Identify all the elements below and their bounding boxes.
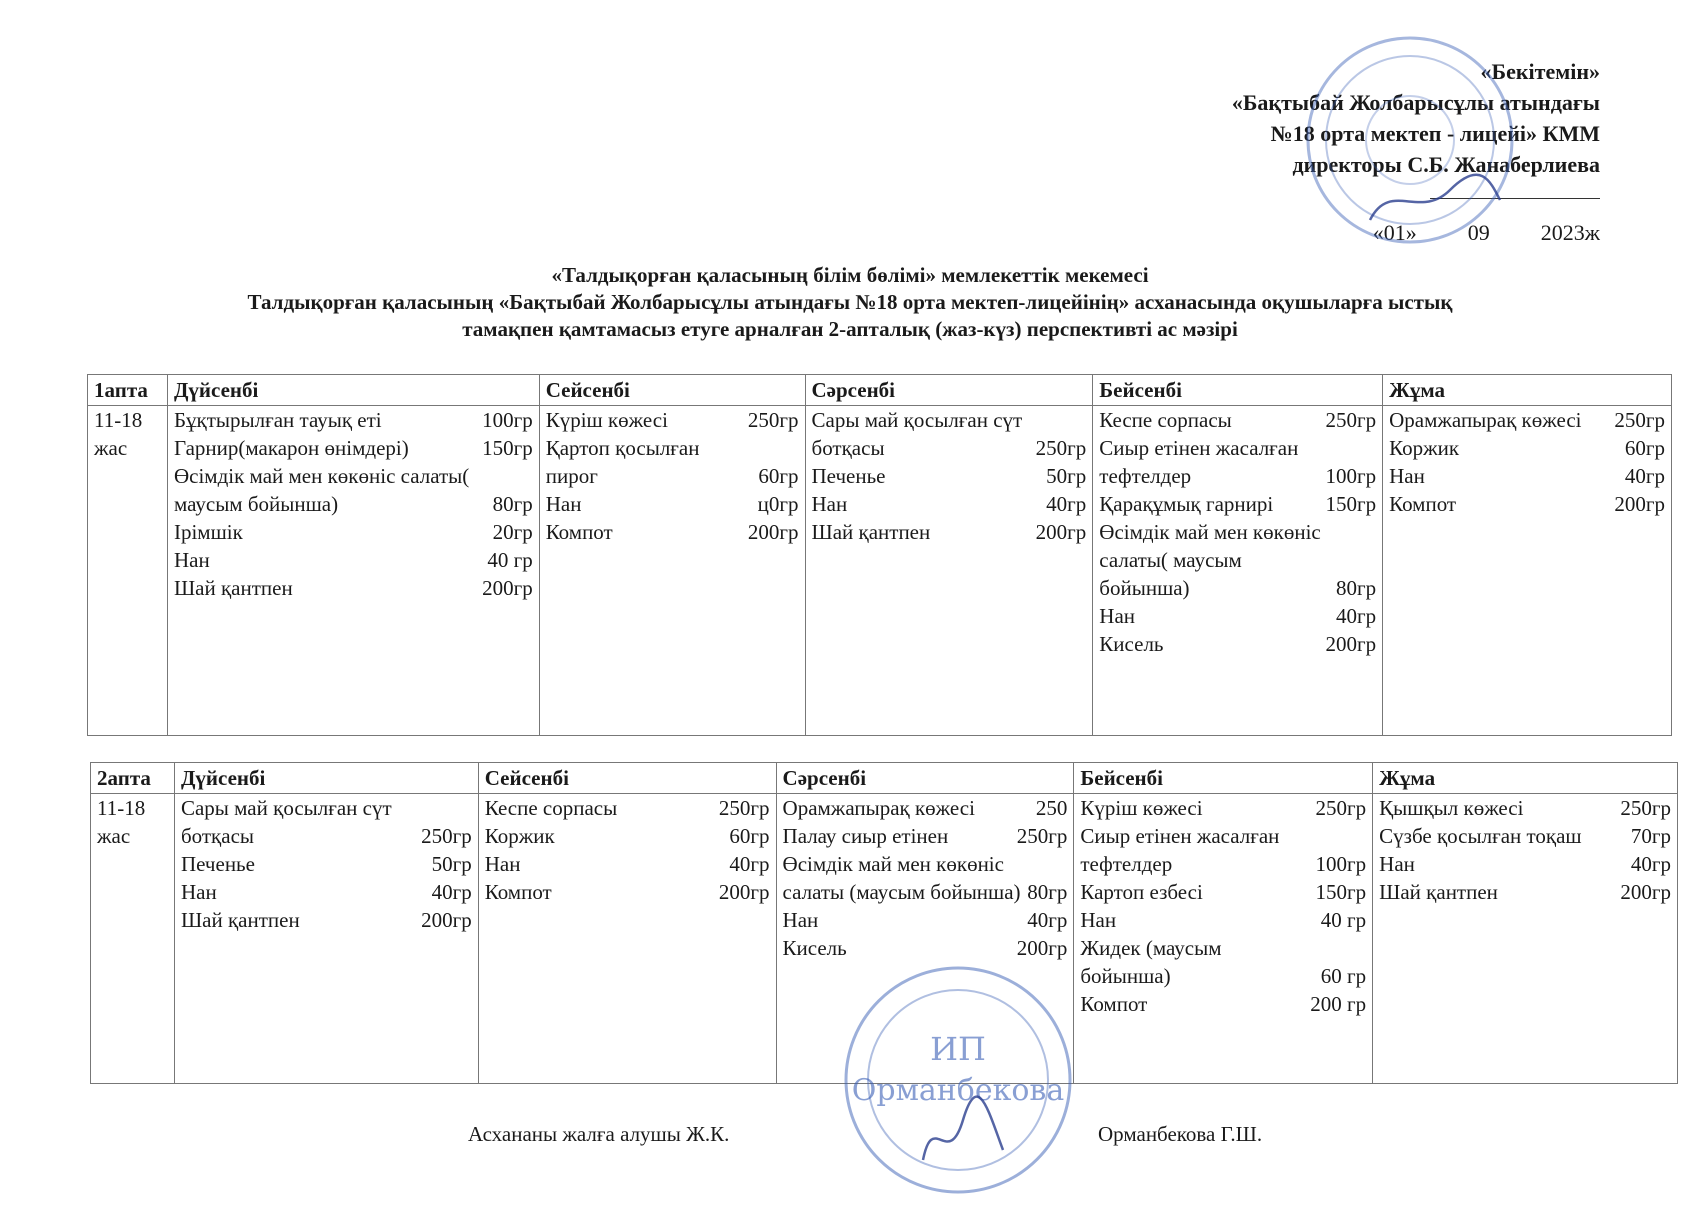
day-header: Сәрсенбі (776, 763, 1074, 794)
dish-weight: 250гр (747, 408, 799, 432)
dish-weight: 40гр (1630, 852, 1671, 876)
caterer-label: Асхананы жалға алушы Ж.К. (468, 1122, 730, 1146)
menu-item (546, 518, 799, 546)
dish-weight: 250гр (718, 796, 770, 820)
menu-item (1099, 490, 1376, 518)
dish-weight: 250гр (1620, 796, 1671, 820)
dish-name: Шай қантпен (1379, 880, 1498, 904)
dish-weight: 250гр (1614, 408, 1665, 432)
dish-name: Кеспе сорпасы (1099, 408, 1232, 432)
approval-line-1: «Бекітемін» (1480, 59, 1600, 84)
dish-name: Кеспе сорпасы (484, 796, 618, 820)
menu-item (174, 546, 533, 574)
dish-name: Орамжапырақ көжесі (782, 796, 975, 820)
dish-name: Өсімдік май мен көкөніс салаты( маусым бойынша) (173, 464, 470, 516)
caterer-name: Орманбекова Г.Ш. (1098, 1122, 1263, 1146)
menu-item (181, 878, 472, 906)
caterer-seal-icon (838, 960, 1078, 1200)
approval-line-4: директоры С.Б. Жанаберлиева (1292, 152, 1600, 177)
day-header: Бейсенбі (1074, 763, 1373, 794)
dish-weight: 200гр (1614, 492, 1665, 516)
dish-weight: 100гр (482, 408, 533, 432)
dish-weight: 100гр (1325, 464, 1377, 488)
approval-seal-icon (1300, 30, 1520, 250)
dish-weight: 200гр (1620, 880, 1671, 904)
menu-item (174, 434, 533, 462)
approval-year: 2023ж (1540, 220, 1600, 245)
dish-weight: 100гр (1315, 852, 1367, 876)
day-menu (167, 406, 539, 736)
dish-name: Сиыр етінен жасалған тефтелдер (1099, 436, 1299, 488)
menu-item (783, 822, 1068, 850)
dish-weight: 200гр (1325, 632, 1377, 656)
menu-item (174, 462, 533, 518)
day-menu (1373, 794, 1678, 1084)
menu-item (812, 490, 1087, 518)
dish-name: Қышқыл көжесі (1379, 796, 1524, 820)
dish-name: Күріш көжесі (1080, 796, 1203, 820)
dish-weight: 200гр (421, 908, 472, 932)
day-menu (805, 406, 1093, 736)
title-line-3: тамақпен қамтамасыз етуге арналған 2-апталық (жаз-күз) перспективті ас мәзірі (462, 317, 1238, 341)
menu-item (1080, 878, 1366, 906)
week-label: 1апта (88, 375, 168, 406)
dish-name: Компот (1389, 492, 1457, 516)
menu-item (1080, 990, 1366, 1018)
dish-weight: 20гр (492, 520, 533, 544)
dish-weight: 40гр (1046, 492, 1087, 516)
dish-name: Гарнир(макарон өнімдері) (173, 436, 409, 460)
seal-name-text: Орманбекова (851, 1073, 1065, 1108)
menu-item (485, 822, 770, 850)
menu-item (181, 906, 472, 934)
day-header: Сәрсенбі (805, 375, 1093, 406)
dish-name: Шай қантпен (180, 908, 300, 932)
menu-item (546, 490, 799, 518)
dish-weight: 50гр (431, 852, 472, 876)
dish-name: Бұқтырылған тауық еті (173, 408, 382, 432)
week-1-table (87, 374, 1672, 736)
dish-name: Өсімдік май мен көкөніс салаты (маусым бойынша) (782, 852, 1021, 904)
menu-item (1099, 602, 1376, 630)
dish-weight: 250гр (421, 824, 472, 848)
dish-weight: 40гр (729, 852, 770, 876)
day-header: Бейсенбі (1093, 375, 1383, 406)
dish-weight: 250гр (1325, 408, 1377, 432)
dish-weight: 40 гр (1320, 908, 1367, 932)
menu-item (1389, 406, 1665, 434)
title-line-1: «Талдықорған қаласының білім бөлімі» мемлекеттік мекемесі (551, 263, 1149, 287)
dish-weight: 250гр (1016, 824, 1068, 848)
dish-name: Кисель (782, 936, 847, 960)
menu-item (1099, 630, 1376, 658)
menu-item (546, 434, 799, 490)
dish-name: Өсімдік май мен көкөніс салаты( маусым бойынша) (1099, 520, 1321, 600)
dish-name: Компот (484, 880, 552, 904)
day-header: Жұма (1383, 375, 1672, 406)
menu-item (1099, 434, 1376, 490)
dish-name: Сары май қосылған сүт ботқасы (180, 796, 392, 848)
dish-name: Палау сиыр етінен (782, 824, 949, 848)
dish-weight: 150гр (1315, 880, 1367, 904)
menu-item (1379, 794, 1671, 822)
day-menu (1093, 406, 1383, 736)
menu-item (1080, 906, 1366, 934)
menu-item (1080, 934, 1366, 990)
day-menu (174, 794, 478, 1084)
approval-line-2: «Бақтыбай Жолбарысұлы атындағы (1231, 90, 1600, 115)
dish-name: Күріш көжесі (545, 408, 668, 432)
dish-name: Нан (173, 548, 210, 572)
dish-weight: 150гр (482, 436, 533, 460)
menu-item (174, 574, 533, 602)
day-header: Дүйсенбі (167, 375, 539, 406)
menu-item (485, 794, 770, 822)
age-group: 11-18 жас (91, 794, 175, 1084)
dish-weight: 40гр (1624, 464, 1665, 488)
menu-item (1099, 406, 1376, 434)
dish-name: Нан (545, 492, 582, 516)
dish-weight: 80гр (1027, 880, 1068, 904)
seal-center-text: ИП (930, 1030, 986, 1068)
dish-name: Кисель (1099, 632, 1164, 656)
dish-weight: 150гр (1325, 492, 1377, 516)
menu-item (1379, 878, 1671, 906)
title-line-2: Талдықорған қаласының «Бақтыбай Жолбарысұлы атындағы №18 орта мектеп-лицейінің» асханасында оқушыларға ыстық (247, 290, 1453, 314)
dish-name: Шай қантпен (811, 520, 931, 544)
dish-name: Нан (1080, 908, 1117, 932)
dish-name: Нан (811, 492, 848, 516)
dish-weight: 200гр (747, 520, 799, 544)
dish-name: Компот (1080, 992, 1148, 1016)
dish-weight: ц0гр (757, 492, 799, 516)
menu-item (1099, 518, 1376, 602)
dish-weight: 70гр (1630, 824, 1671, 848)
dish-name: Шай қантпен (173, 576, 293, 600)
dish-weight: 40гр (1027, 908, 1068, 932)
dish-weight: 60гр (1624, 436, 1665, 460)
dish-weight: 80гр (1335, 576, 1377, 600)
dish-name: Коржик (484, 824, 555, 848)
dish-name: Нан (1379, 852, 1415, 876)
day-menu (1383, 406, 1672, 736)
dish-name: Нан (1099, 604, 1136, 628)
dish-name: Нан (180, 880, 217, 904)
dish-name: Сүзбе қосылған тоқаш (1379, 824, 1582, 848)
dish-weight: 200 гр (1310, 992, 1367, 1016)
dish-weight: 60 гр (1320, 964, 1367, 988)
menu-item (783, 850, 1068, 906)
menu-item (546, 406, 799, 434)
menu-item (174, 518, 533, 546)
dish-weight: 50гр (1046, 464, 1087, 488)
dish-weight: 200гр (482, 576, 533, 600)
dish-weight: 60гр (758, 464, 799, 488)
menu-item (1389, 434, 1665, 462)
dish-name: Печенье (811, 464, 886, 488)
dish-name: Картоп езбесі (1080, 880, 1203, 904)
day-menu (1074, 794, 1373, 1084)
age-group: 11-18 жас (88, 406, 168, 736)
dish-name: Қартоп қосылған пирог (545, 436, 700, 488)
dish-weight: 60гр (729, 824, 770, 848)
dish-weight: 200гр (718, 880, 770, 904)
dish-name: Жидек (маусым бойынша) (1080, 936, 1222, 988)
approval-line-3: №18 орта мектеп - лицейі» КММ (1270, 121, 1600, 146)
dish-name: Нан (1389, 464, 1425, 488)
dish-weight: 40гр (431, 880, 472, 904)
menu-item (812, 462, 1087, 490)
day-menu (478, 794, 776, 1084)
dish-name: Сиыр етінен жасалған тефтелдер (1080, 824, 1280, 876)
day-header: Сейсенбі (478, 763, 776, 794)
dish-name: Коржик (1389, 436, 1460, 460)
day-header: Дүйсенбі (174, 763, 478, 794)
dish-weight: 200гр (1035, 520, 1087, 544)
menu-item (812, 518, 1087, 546)
menu-item (1379, 822, 1671, 850)
menu-item (174, 406, 533, 434)
dish-name: Нан (782, 908, 819, 932)
dish-weight: 40гр (1335, 604, 1377, 628)
menu-item (783, 794, 1068, 822)
approval-month: 09 (1467, 220, 1490, 245)
menu-item (181, 850, 472, 878)
menu-item (181, 794, 472, 850)
menu-item (1389, 462, 1665, 490)
dish-name: Нан (484, 852, 521, 876)
menu-item (1389, 490, 1665, 518)
dish-weight: 250гр (1035, 436, 1087, 460)
menu-item (783, 934, 1068, 962)
day-header: Сейсенбі (539, 375, 805, 406)
menu-item (812, 406, 1087, 462)
menu-item (485, 850, 770, 878)
menu-item (485, 878, 770, 906)
day-header: Жұма (1373, 763, 1678, 794)
approval-day: «01» (1372, 220, 1417, 245)
dish-name: Орамжапырақ көжесі (1389, 408, 1582, 432)
dish-weight: 40 гр (487, 548, 533, 572)
dish-weight: 200гр (1016, 936, 1068, 960)
dish-weight: 250 (1035, 796, 1068, 820)
dish-weight: 250гр (1315, 796, 1367, 820)
day-menu (539, 406, 805, 736)
dish-name: Қарақұмық гарниpi (1099, 492, 1274, 516)
week-label: 2апта (91, 763, 175, 794)
dish-name: Ірімшік (173, 520, 243, 544)
dish-weight: 80гр (492, 492, 533, 516)
dish-name: Сары май қосылған сүт ботқасы (811, 408, 1023, 460)
menu-item (1080, 822, 1366, 878)
dish-name: Компот (545, 520, 613, 544)
menu-item (783, 906, 1068, 934)
menu-item (1080, 794, 1366, 822)
dish-name: Печенье (180, 852, 255, 876)
document-title (0, 262, 1700, 343)
menu-item (1379, 850, 1671, 878)
